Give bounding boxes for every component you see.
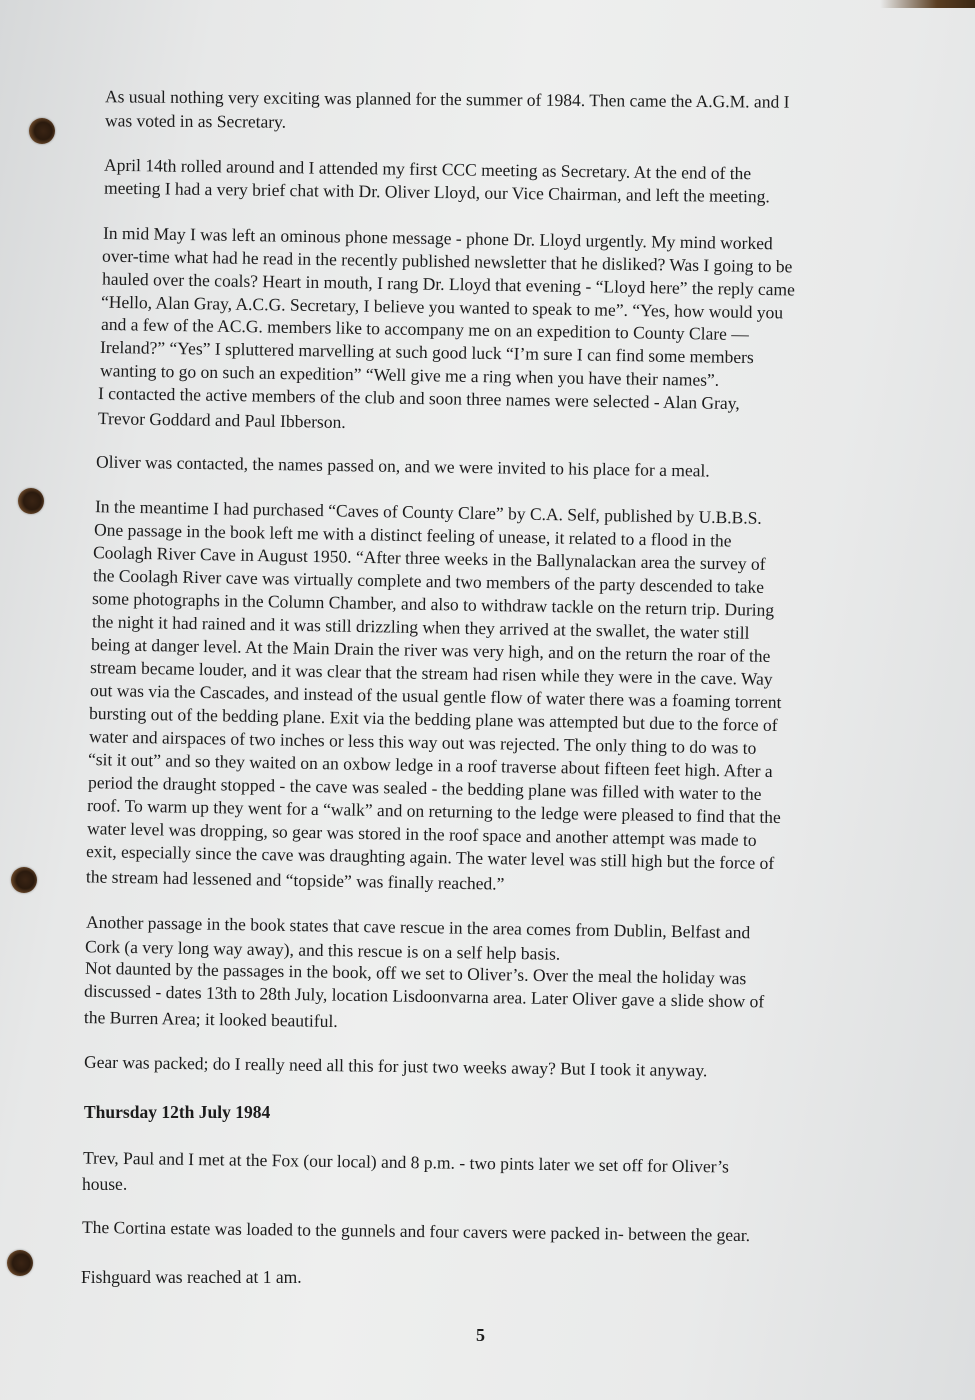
text-line: In mid May I was left an ominous phone message - phone Dr. Lloyd urgently. My mind worked: [102, 222, 773, 254]
text-line: “Hello, Alan Gray, A.C.G. Secretary, I believe you wanted to speak to me”. “Yes, how would you: [100, 291, 784, 323]
punch-hole-icon: [29, 118, 55, 144]
punch-hole-icon: [7, 1250, 33, 1276]
text-line: period the draught stopped - the cave was sealed - the bedding plane was filled with water to the: [87, 772, 762, 804]
text-line: Gear was packed; do I really need all this for just two weeks away? But I took it anyway.: [83, 1051, 708, 1081]
text-line: the Burren Area; it looked beautiful.: [83, 1007, 338, 1031]
section-heading: Thursday 12th July 1984: [84, 1102, 271, 1122]
text-line: stream became louder, and it was clear that the stream had risen while they were in the cave. Way: [89, 657, 773, 689]
text-line: I contacted the active members of the club and soon three names were selected - Alan Gray,: [97, 382, 740, 414]
text-line: was voted in as Secretary.: [104, 110, 287, 132]
text-line: Not daunted by the passages in the book, off we set to Oliver’s. Over the meal the holiday was: [84, 957, 747, 989]
text-line: “sit it out” and so they waited on an oxbow ledge in a roof traverse about fifteen feet high. After a: [87, 749, 773, 781]
text-line: exit, especially since the cave was draughting again. The water level was still high but the force of: [85, 840, 775, 874]
text-line: over-time what had he read in the recently published newsletter that he disliked? Was I going to be: [101, 245, 793, 277]
text-line: hauled over the coals? Heart in mouth, I rang Dr. Lloyd that evening - “Lloyd here” the reply came: [101, 268, 796, 300]
text-line: Coolagh River Cave in August 1950. “After three weeks in the Ballynalackan area the survey of: [92, 542, 766, 574]
punch-hole-icon: [11, 867, 37, 893]
text-line: April 14th rolled around and I attended my first CCC meeting as Secretary. At the end of the: [103, 154, 752, 184]
text-line: Cork (a very long way away), and this rescue is on a self help basis.: [84, 936, 561, 964]
text-line: being at danger level. At the Main Drain the river was very high, and on the return the roar of the: [90, 634, 771, 666]
page-edge-shadow: [880, 0, 975, 8]
text-line: bursting out of the bedding plane. Exit via the bedding plane was attempted but due to the force of: [88, 702, 778, 736]
text-line: As usual nothing very exciting was planned for the summer of 1984. Then came the A.G.M. and I: [104, 86, 790, 112]
text-line: The Cortina estate was loaded to the gunnels and four cavers were packed in- between the gear.: [81, 1216, 751, 1246]
text-line: the stream had lessened and “topside” was finally reached.”: [85, 866, 505, 894]
text-line: the Coolagh River cave was virtually complete and two members of the party descended to take: [92, 565, 765, 597]
text-line: house.: [82, 1174, 128, 1194]
text-line: Fishguard was reached at 1 am.: [81, 1267, 302, 1287]
page-number: 5: [476, 1325, 485, 1345]
text-line: some photographs in the Column Chamber, and also to withdraw tackle on the return trip. During: [91, 588, 775, 620]
text-line: Trev, Paul and I met at the Fox (our local) and 8 p.m. - two pints later we set off for Oliver’s: [82, 1147, 730, 1177]
text-line: Trevor Goddard and Paul Ibberson.: [97, 408, 346, 432]
text-line: roof. To warm up they went for a “walk” and on returning to the ledge were pleased to find that the: [86, 794, 781, 828]
text-line: Ireland?” “Yes” I spluttered marvelling at such good luck “I’m sure I can find some members: [99, 336, 754, 368]
text-line: meeting I had a very brief chat with Dr. Oliver Lloyd, our Vice Chairman, and left the meeting.: [103, 177, 770, 207]
text-line: the night it had rained and it was still drizzling when they arrived at the swallet, the water still: [91, 611, 750, 643]
text-line: One passage in the book left me with a distinct feeling of unease, it related to a flood in the: [93, 519, 732, 551]
text-line: discussed - dates 13th to 28th July, location Lisdoonvarna area. Later Oliver gave a slide show of: [83, 980, 765, 1012]
text-line: out was via the Cascades, and instead of the usual gentle flow of water there was a foaming torrent: [89, 679, 782, 713]
text-line: water and airspaces of two inches or less this way out was rejected. The only thing to do was to: [88, 726, 757, 758]
text-line: Oliver was contacted, the names passed on, and we were invited to his place for a meal.: [95, 451, 710, 481]
punch-hole-icon: [18, 488, 44, 514]
text-line: wanting to go on such an expedition” “Well give me a ring when you have their names”.: [99, 360, 720, 390]
text-line: In the meantime I had purchased “Caves of County Clare” by C.A. Self, published by U.B.B.S.: [94, 496, 762, 528]
text-line: and a few of the AC.G. members like to accompany me on an expedition to County Clare —: [100, 313, 749, 345]
text-line: Another passage in the book states that cave rescue in the area comes from Dublin, Belfast and: [85, 911, 751, 943]
text-line: water level was dropping, so gear was stored in the roof space and another attempt was made to: [86, 818, 757, 850]
